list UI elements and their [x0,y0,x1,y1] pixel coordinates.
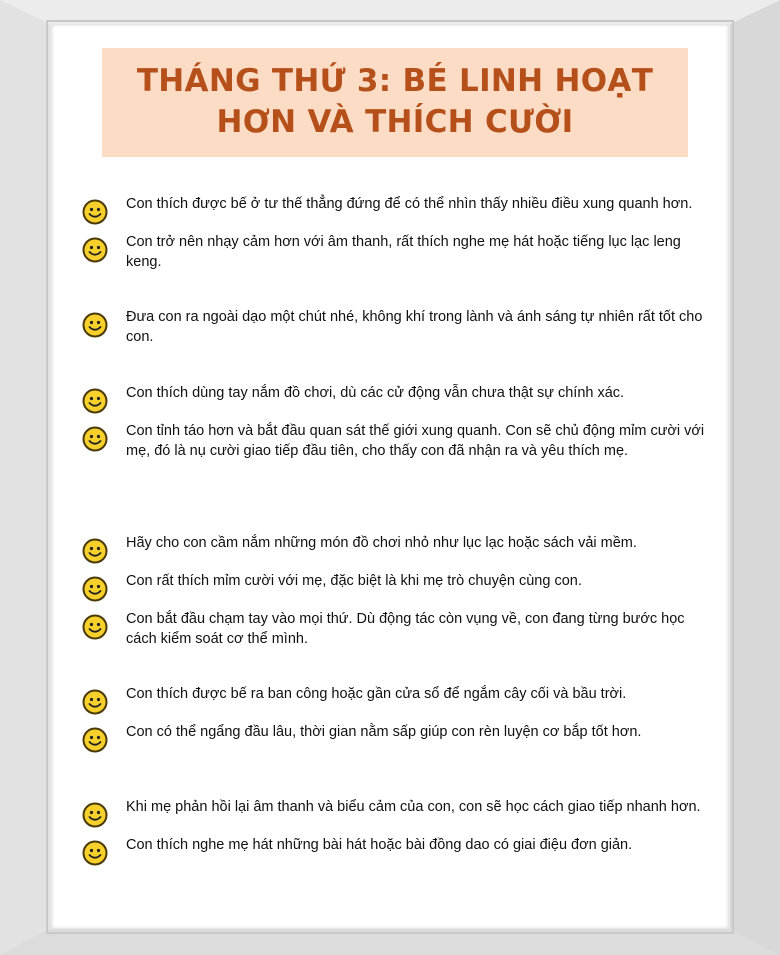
page-title [102,48,688,143]
list-item-text: Con thích nghe mẹ hát những bài hát hoặc bài đồng dao có giai điệu đơn giản. [126,837,633,853]
title-line-2: HƠN VÀ THÍCH CƯỜI [216,104,574,140]
list-item-text: Con rất thích mỉm cười với mẹ, đặc biệt là khi mẹ trò chuyện cùng con. [126,573,582,589]
smiley-icon [82,689,108,715]
list-item-text: Con bắt đầu chạm tay vào mọi thứ. Dù động tác còn vụng về, con đang từng bước học cách kiểm soát cơ thể mình. [126,611,685,647]
list-item-text: Khi mẹ phản hồi lại âm thanh và biểu cảm của con, con sẽ học cách giao tiếp nhanh hơn. [126,799,701,815]
list-item-text: Đưa con ra ngoài dạo một chút nhé, không khí trong lành và ánh sáng tự nhiên rất tốt cho con. [126,309,703,345]
smiley-icon [82,614,108,640]
list-item-text: Con thích dùng tay nắm đồ chơi, dù các cử động vẫn chưa thật sự chính xác. [126,385,625,401]
list-item-text: Con trở nên nhạy cảm hơn với âm thanh, rất thích nghe mẹ hát hoặc tiếng lục lạc leng keng. [126,234,681,270]
title-banner [102,48,688,157]
smiley-icon [82,802,108,828]
list-item-text: Hãy cho con cầm nắm những món đồ chơi nhỏ như lục lạc hoặc sách vải mềm. [126,535,637,551]
list-item-text: Con thích được bế ở tư thế thẳng đứng để có thể nhìn thấy nhiều điều xung quanh hơn. [126,196,693,212]
list-item-text: Con thích được bế ra ban công hoặc gần cửa sổ để ngắm cây cối và bầu trời. [126,686,627,702]
smiley-icon [82,237,108,263]
smiley-icon [82,388,108,414]
smiley-icon [82,426,108,452]
list-item-text: Con có thể ngẩng đầu lâu, thời gian nằm sấp giúp con rèn luyện cơ bắp tốt hơn. [126,724,642,740]
list-item-text: Con tỉnh táo hơn và bắt đầu quan sát thế giới xung quanh. Con sẽ chủ động mỉm cười với mẹ, đó là nụ cười giao tiếp đầu tiên, cho thấy con đã nhận ra và yêu thích mẹ. [126,423,705,459]
title-line-1: THÁNG THỨ 3: BÉ LINH HOẠT [136,63,654,99]
smiley-icon [82,538,108,564]
smiley-icon [82,727,108,753]
smiley-icon [82,576,108,602]
page [52,25,728,928]
smiley-icon [82,312,108,338]
smiley-icon [82,199,108,225]
smiley-icon [82,840,108,866]
